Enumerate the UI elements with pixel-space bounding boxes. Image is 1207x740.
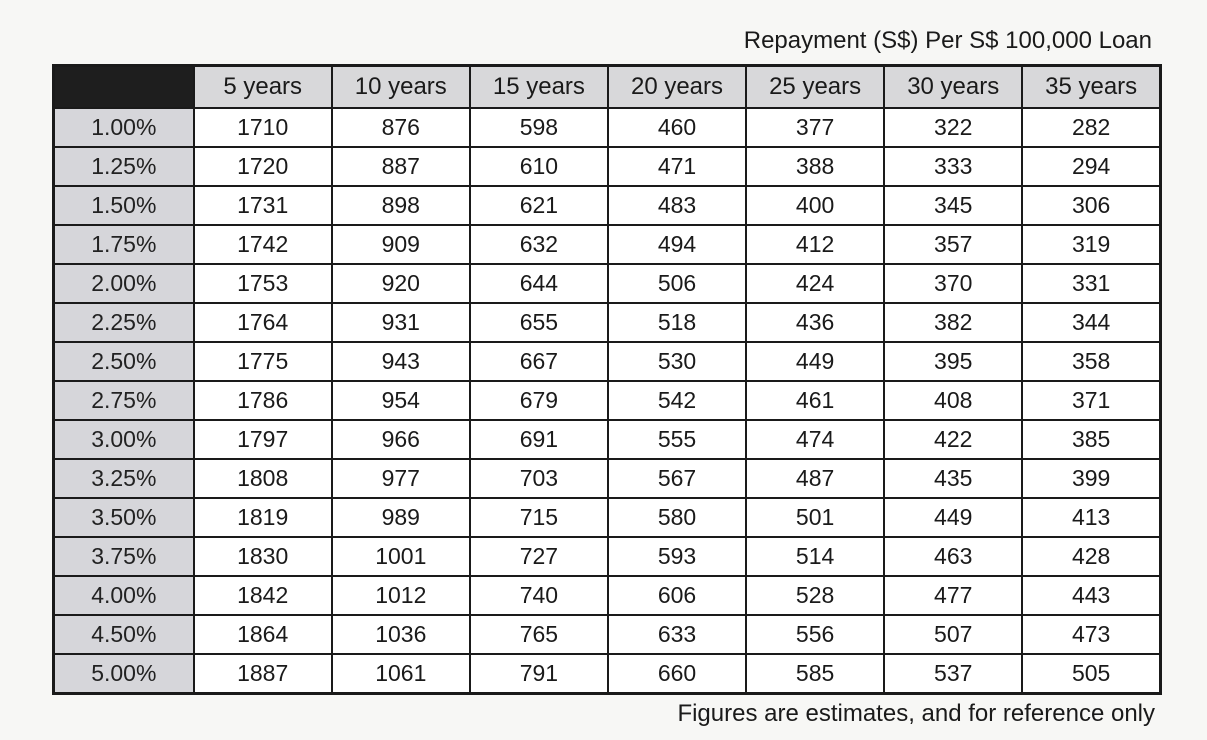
repayment-value-cell: 344 <box>1022 303 1160 342</box>
repayment-value-cell: 377 <box>746 108 884 147</box>
interest-rate-cell: 3.75% <box>54 537 194 576</box>
interest-rate-cell: 5.00% <box>54 654 194 694</box>
column-header: 35 years <box>1022 66 1160 109</box>
repayment-value-cell: 598 <box>470 108 608 147</box>
repayment-value-cell: 306 <box>1022 186 1160 225</box>
repayment-value-cell: 1819 <box>194 498 332 537</box>
repayment-value-cell: 679 <box>470 381 608 420</box>
interest-rate-cell: 4.00% <box>54 576 194 615</box>
repayment-value-cell: 388 <box>746 147 884 186</box>
repayment-value-cell: 1061 <box>332 654 470 694</box>
repayment-value-cell: 460 <box>608 108 746 147</box>
repayment-value-cell: 644 <box>470 264 608 303</box>
repayment-value-cell: 580 <box>608 498 746 537</box>
repayment-value-cell: 443 <box>1022 576 1160 615</box>
repayment-value-cell: 876 <box>332 108 470 147</box>
repayment-value-cell: 1710 <box>194 108 332 147</box>
repayment-value-cell: 606 <box>608 576 746 615</box>
repayment-table <box>52 64 1162 695</box>
table-row <box>54 498 1161 537</box>
repayment-value-cell: 412 <box>746 225 884 264</box>
repayment-value-cell: 585 <box>746 654 884 694</box>
table-row <box>54 147 1161 186</box>
repayment-value-cell: 345 <box>884 186 1022 225</box>
table-row <box>54 576 1161 615</box>
column-header: 20 years <box>608 66 746 109</box>
repayment-value-cell: 1797 <box>194 420 332 459</box>
repayment-value-cell: 428 <box>1022 537 1160 576</box>
repayment-value-cell: 282 <box>1022 108 1160 147</box>
repayment-value-cell: 1731 <box>194 186 332 225</box>
footnote: Figures are estimates, and for reference only <box>677 700 1155 727</box>
repayment-value-cell: 966 <box>332 420 470 459</box>
repayment-value-cell: 537 <box>884 654 1022 694</box>
interest-rate-cell: 1.25% <box>54 147 194 186</box>
repayment-value-cell: 1742 <box>194 225 332 264</box>
repayment-value-cell: 294 <box>1022 147 1160 186</box>
repayment-value-cell: 1864 <box>194 615 332 654</box>
repayment-value-cell: 461 <box>746 381 884 420</box>
repayment-value-cell: 518 <box>608 303 746 342</box>
table-row <box>54 537 1161 576</box>
repayment-value-cell: 727 <box>470 537 608 576</box>
repayment-value-cell: 954 <box>332 381 470 420</box>
repayment-value-cell: 399 <box>1022 459 1160 498</box>
repayment-value-cell: 385 <box>1022 420 1160 459</box>
table-row <box>54 459 1161 498</box>
column-header: 5 years <box>194 66 332 109</box>
repayment-value-cell: 977 <box>332 459 470 498</box>
interest-rate-cell: 2.25% <box>54 303 194 342</box>
repayment-value-cell: 408 <box>884 381 1022 420</box>
repayment-value-cell: 501 <box>746 498 884 537</box>
corner-cell <box>54 66 194 109</box>
repayment-value-cell: 382 <box>884 303 1022 342</box>
repayment-value-cell: 436 <box>746 303 884 342</box>
repayment-value-cell: 765 <box>470 615 608 654</box>
repayment-value-cell: 424 <box>746 264 884 303</box>
repayment-value-cell: 506 <box>608 264 746 303</box>
repayment-value-cell: 530 <box>608 342 746 381</box>
repayment-value-cell: 703 <box>470 459 608 498</box>
repayment-value-cell: 898 <box>332 186 470 225</box>
interest-rate-cell: 4.50% <box>54 615 194 654</box>
repayment-value-cell: 487 <box>746 459 884 498</box>
repayment-value-cell: 1808 <box>194 459 332 498</box>
table-row <box>54 654 1161 694</box>
repayment-value-cell: 633 <box>608 615 746 654</box>
column-header: 15 years <box>470 66 608 109</box>
repayment-value-cell: 1720 <box>194 147 332 186</box>
repayment-value-cell: 691 <box>470 420 608 459</box>
repayment-value-cell: 507 <box>884 615 1022 654</box>
interest-rate-cell: 1.75% <box>54 225 194 264</box>
repayment-value-cell: 322 <box>884 108 1022 147</box>
repayment-value-cell: 1001 <box>332 537 470 576</box>
repayment-value-cell: 567 <box>608 459 746 498</box>
interest-rate-cell: 3.00% <box>54 420 194 459</box>
table-row <box>54 420 1161 459</box>
repayment-value-cell: 449 <box>884 498 1022 537</box>
repayment-value-cell: 319 <box>1022 225 1160 264</box>
repayment-value-cell: 632 <box>470 225 608 264</box>
repayment-value-cell: 357 <box>884 225 1022 264</box>
repayment-value-cell: 593 <box>608 537 746 576</box>
repayment-value-cell: 610 <box>470 147 608 186</box>
interest-rate-cell: 2.75% <box>54 381 194 420</box>
repayment-value-cell: 463 <box>884 537 1022 576</box>
repayment-value-cell: 920 <box>332 264 470 303</box>
interest-rate-cell: 2.00% <box>54 264 194 303</box>
repayment-value-cell: 1887 <box>194 654 332 694</box>
repayment-value-cell: 370 <box>884 264 1022 303</box>
repayment-value-cell: 542 <box>608 381 746 420</box>
repayment-value-cell: 435 <box>884 459 1022 498</box>
table-row <box>54 264 1161 303</box>
interest-rate-cell: 2.50% <box>54 342 194 381</box>
repayment-value-cell: 1012 <box>332 576 470 615</box>
repayment-value-cell: 1753 <box>194 264 332 303</box>
repayment-value-cell: 395 <box>884 342 1022 381</box>
repayment-value-cell: 505 <box>1022 654 1160 694</box>
header-row <box>54 66 1161 109</box>
interest-rate-cell: 1.50% <box>54 186 194 225</box>
repayment-value-cell: 715 <box>470 498 608 537</box>
repayment-value-cell: 660 <box>608 654 746 694</box>
table-row <box>54 615 1161 654</box>
table-row <box>54 225 1161 264</box>
repayment-value-cell: 331 <box>1022 264 1160 303</box>
column-header: 10 years <box>332 66 470 109</box>
repayment-value-cell: 943 <box>332 342 470 381</box>
repayment-value-cell: 655 <box>470 303 608 342</box>
table-body <box>54 108 1161 694</box>
repayment-value-cell: 422 <box>884 420 1022 459</box>
table-row <box>54 381 1161 420</box>
repayment-value-cell: 740 <box>470 576 608 615</box>
repayment-value-cell: 555 <box>608 420 746 459</box>
table-title: Repayment (S$) Per S$ 100,000 Loan <box>743 27 1152 54</box>
repayment-value-cell: 887 <box>332 147 470 186</box>
repayment-value-cell: 449 <box>746 342 884 381</box>
interest-rate-cell: 3.25% <box>54 459 194 498</box>
repayment-value-cell: 909 <box>332 225 470 264</box>
repayment-value-cell: 371 <box>1022 381 1160 420</box>
interest-rate-cell: 1.00% <box>54 108 194 147</box>
repayment-value-cell: 483 <box>608 186 746 225</box>
repayment-value-cell: 358 <box>1022 342 1160 381</box>
repayment-value-cell: 473 <box>1022 615 1160 654</box>
repayment-value-cell: 333 <box>884 147 1022 186</box>
repayment-value-cell: 528 <box>746 576 884 615</box>
table-row <box>54 108 1161 147</box>
repayment-value-cell: 1764 <box>194 303 332 342</box>
table-row <box>54 303 1161 342</box>
table-row <box>54 342 1161 381</box>
repayment-value-cell: 931 <box>332 303 470 342</box>
repayment-value-cell: 494 <box>608 225 746 264</box>
repayment-value-cell: 621 <box>470 186 608 225</box>
repayment-value-cell: 413 <box>1022 498 1160 537</box>
repayment-value-cell: 471 <box>608 147 746 186</box>
repayment-value-cell: 667 <box>470 342 608 381</box>
table-row <box>54 186 1161 225</box>
repayment-value-cell: 514 <box>746 537 884 576</box>
column-header: 25 years <box>746 66 884 109</box>
repayment-value-cell: 477 <box>884 576 1022 615</box>
repayment-value-cell: 556 <box>746 615 884 654</box>
repayment-value-cell: 474 <box>746 420 884 459</box>
repayment-value-cell: 989 <box>332 498 470 537</box>
interest-rate-cell: 3.50% <box>54 498 194 537</box>
repayment-value-cell: 1036 <box>332 615 470 654</box>
repayment-value-cell: 1842 <box>194 576 332 615</box>
repayment-value-cell: 1830 <box>194 537 332 576</box>
repayment-value-cell: 400 <box>746 186 884 225</box>
repayment-value-cell: 1775 <box>194 342 332 381</box>
column-header: 30 years <box>884 66 1022 109</box>
repayment-value-cell: 791 <box>470 654 608 694</box>
repayment-value-cell: 1786 <box>194 381 332 420</box>
